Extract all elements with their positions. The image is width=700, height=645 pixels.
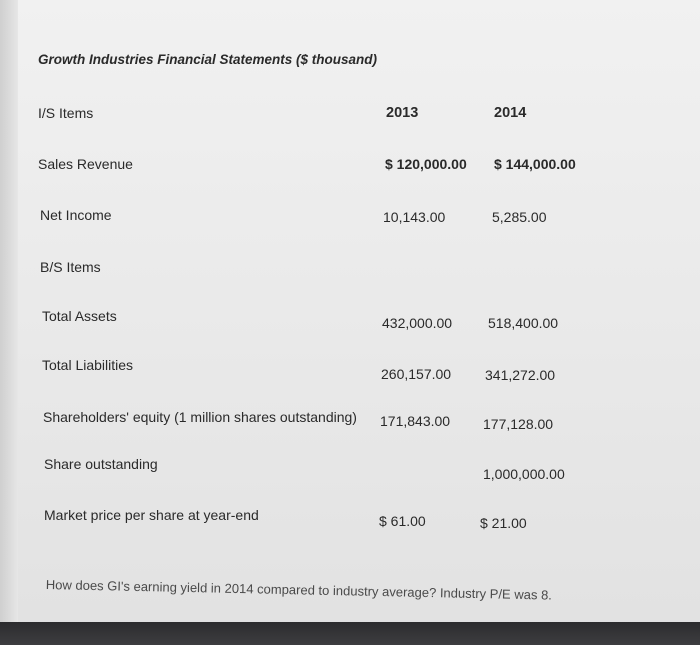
total-assets-2014: 518,400.00 [488,315,559,331]
monitor-bezel [0,622,700,645]
question-text: How does GI's earning yield in 2014 compared to industry average? Industry P/E was 8. [45,577,553,603]
shareholders-equity-2014: 177,128.00 [483,416,554,432]
shareholders-equity-label: Shareholders' equity (1 million shares outstanding) [43,409,357,425]
net-income-2013: 10,143.00 [383,209,446,225]
is-items-label: I/S Items [38,105,94,121]
market-price-2014: $ 21.00 [480,515,527,531]
year-2014-header: 2014 [494,105,527,121]
net-income-label: Net Income [40,207,112,223]
share-outstanding-2014: 1,000,000.00 [483,466,565,482]
total-assets-label: Total Assets [42,308,117,324]
total-assets-2013: 432,000.00 [382,315,453,331]
market-price-2013: $ 61.00 [379,513,426,529]
total-liabilities-2013: 260,157.00 [381,366,452,382]
sales-revenue-2013: $ 120,000.00 [385,156,467,172]
market-price-label: Market price per share at year-end [44,507,259,523]
screen-edge [0,0,18,622]
table-title: Growth Industries Financial Statements ($ thousand) [38,52,378,67]
total-liabilities-label: Total Liabilities [42,357,134,373]
bs-items-label: B/S Items [40,259,101,275]
year-2013-header: 2013 [386,105,419,121]
shareholders-equity-2013: 171,843.00 [380,413,451,429]
total-liabilities-2014: 341,272.00 [485,367,556,383]
sales-revenue-2014: $ 144,000.00 [494,156,576,172]
sales-revenue-label: Sales Revenue [38,156,133,172]
net-income-2014: 5,285.00 [492,209,547,225]
share-outstanding-label: Share outstanding [44,456,158,472]
